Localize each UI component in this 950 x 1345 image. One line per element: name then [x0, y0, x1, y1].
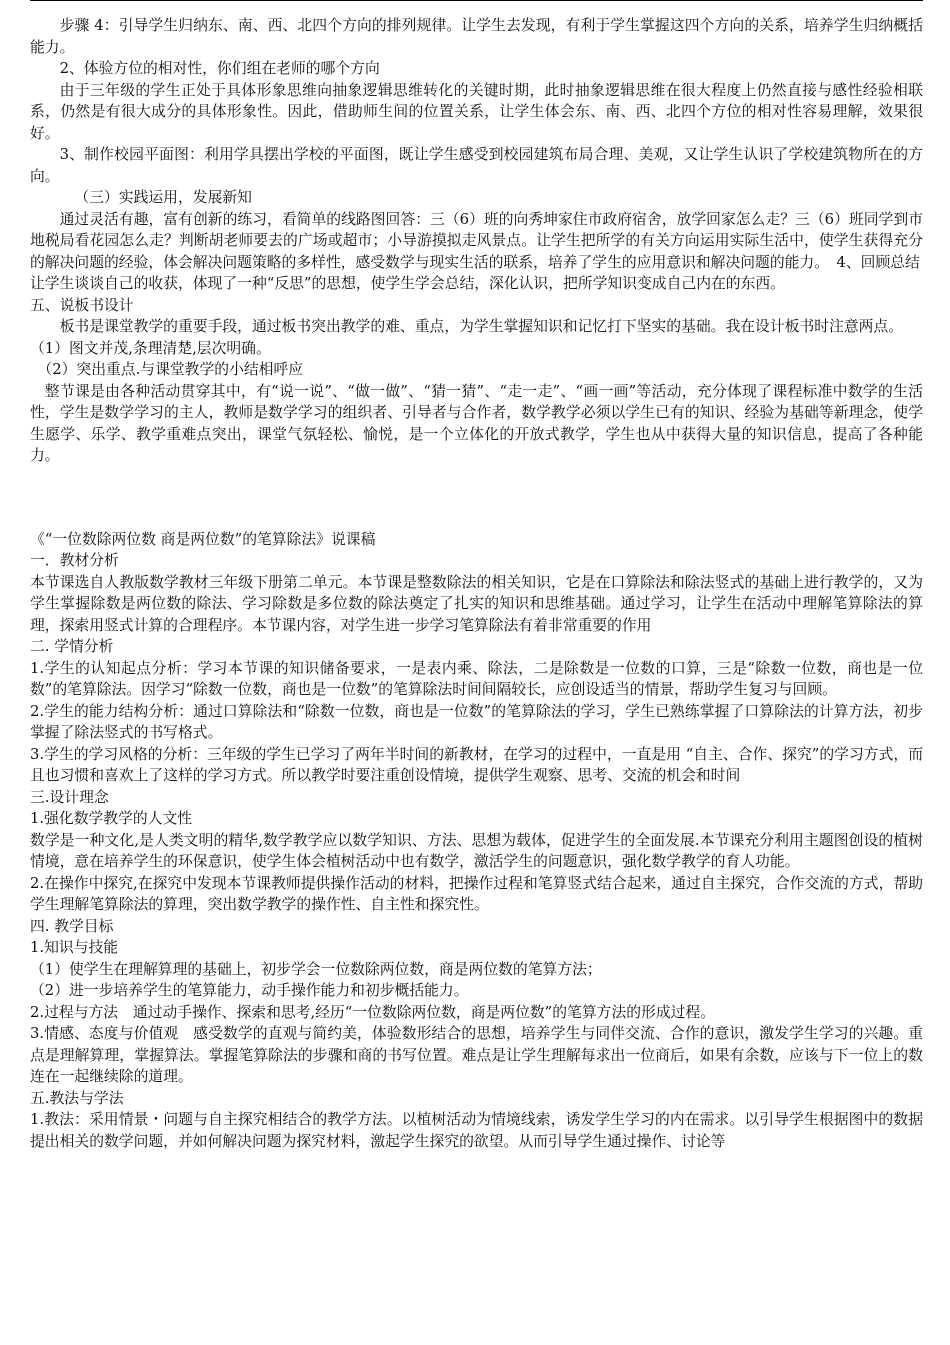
subheading: 1.知识与技能	[30, 939, 119, 956]
paragraph: 数学是一种文化,是人类文明的精华,数学教学应以数学知识、方法、思想为载体，促进学生的全面发展.本节课充分利用主题图创设的植树情境，意在培养学生的环保意识，使学生体会植树活动中也有数学，激活学生的问题意识，强化数学教学的育人功能。	[30, 831, 923, 870]
list-item: （1）使学生在理解算理的基础上，初步学会一位数除两位数，商是两位数的笔算方法；	[30, 960, 602, 978]
section-heading: 五、说板书设计	[30, 296, 134, 314]
document-title: 《“一位数除两位数 商是两位数”的笔算除法》说课稿	[30, 530, 376, 548]
paragraph: 步骤 4：引导学生归纳东、南、西、北四个方向的排列规律。让学生去发现，有利于学生掌握这四个方向的关系，培养学生归纳概括能力。	[30, 17, 923, 56]
paragraph: 2.在操作中探究,在探究中发现本节课教师提供操作活动的材料，把操作过程和笔算竖式结合起来，通过自主探究，合作交流的方式，帮助学生理解笔算除法的算理，突出数学教学的操作性、自主性和探究性。	[30, 874, 923, 913]
document-page	[30, 0, 923, 1345]
paragraph: 3.学生的学习风格的分析：三年级的学生已学习了两年半时间的新教材，在学习的过程中，一直是用 “自主、合作、探究”的学习方式，而且也习惯和喜欢上了这样的学习方式。所以教学时要注重创设情境，提供学生观察、思考、交流的机会和时间	[30, 745, 923, 784]
list-item: （2）进一步培养学生的笔算能力，动手操作能力和初步概括能力。	[30, 982, 469, 999]
paragraph: 2.学生的能力结构分析：通过口算除法和“除数一位数，商也是一位数”的笔算除法的学习，学生已熟练掌握了口算除法的计算方法，初步掌握了除法竖式的书写格式。	[30, 702, 923, 741]
paragraph: 3、制作校园平面图：利用学具摆出学校的平面图，既让学生感受到校园建筑布局合理、美观，又让学生认识了学校建筑物所在的方向。	[30, 146, 923, 185]
paragraph: 2.过程与方法 通过动手操作、探索和思考,经历“一位数除两位数，商是两位数”的笔算方法的形成过程。	[30, 1003, 716, 1021]
list-item: （2）突出重点.与课堂教学的小结相呼应	[37, 361, 304, 378]
paragraph: 让学生谈谈自己的收获，体现了一种“反思”的思想，使学生学会总结，深化认识，把所学知识变成自己内在的东西。	[30, 275, 785, 292]
subheading: 1.强化数学教学的人文性	[30, 810, 193, 827]
paragraph: 1.教法：采用情景・问题与自主探究相结合的教学方法。以植树活动为情境线索，诱发学生学习的内在需求。以引导学生根据图中的数据提出相关的数学问题，并如何解决问题为探究材料，激起学生探究的欲望。从而引导学生通过操作、讨论等	[30, 1111, 923, 1150]
paragraph: 通过灵活有趣，富有创新的练习，看简单的线路图回答：三（6）班的向秀坤家住市政府宿舍，放学回家怎么走？三（6）班同学到市地税局看花园怎么走？判断胡老师要去的广场或超市；小导游摸拟走风景点。让学生把所学的有关方向运用实际生活中，使学生获得充分的解决问题的经验，体会解决问题策略的多样性，感受数学与现实生活的联系，培养了学生的应用意识和解决问题的能力。 4、回顾总结	[30, 210, 923, 271]
section-heading: 四. 教学目标	[30, 917, 114, 935]
paragraph: 2、体验方位的相对性，你们组在老师的哪个方向	[59, 60, 380, 77]
paragraph: 板书是课堂教学的重要手段，通过板书突出教学的难、重点，为学生掌握知识和记忆打下坚实的基础。我在设计板书时注意两点。	[59, 318, 904, 335]
section-heading: （三）实践运用，发展新知	[74, 189, 252, 206]
paragraph: 1.学生的认知起点分析：学习本节课的知识储备要求，一是表内乘、除法，二是除数是一位数的口算，三是“除数一位数，商也是一位数”的笔算除法。因学习“除数一位数，商也是一位数”的笔算除法时间间隔较长，应创设适当的情景，帮助学生复习与回顾。	[30, 659, 923, 698]
paragraph: 3.情感、态度与价值观 感受数学的直观与简约美，体验数形结合的思想，培养学生与同伴交流、合作的意识，激发学生学习的兴趣。重点是理解算理，掌握算法。掌握笔算除法的步骤和商的书写位置。难点是让学生理解每求出一位商后，如果有余数，应该与下一位上的数连在一起继续除的道理。	[30, 1025, 923, 1085]
paragraph: 整节课是由各种活动贯穿其中，有“说一说”、“做一做”、“猜一猜”、“走一走”、“画一画”等活动，充分体现了课程标准中数学的生活性，学生是数学学习的主人，教师是数学学习的组织者、引导者与合作者，数学教学必须以学生已有的知识、经验为基础等新理念，使学生愿学、乐学、教学重难点突出，课堂气氛轻松、愉悦，是一个立体化的开放式教学，学生也从中获得大量的知识信息，提高了各种能力。	[30, 382, 923, 464]
section-heading: 五.教法与学法	[30, 1089, 124, 1107]
section-heading: 二. 学情分析	[30, 638, 114, 655]
section-heading: 一．教材分析	[30, 552, 119, 569]
list-item: （1）图文并茂,条理清楚,层次明确。	[30, 339, 271, 357]
paragraph: 本节课选自人教版数学教材三年级下册第二单元。本节课是整数除法的相关知识，它是在口算除法和除法竖式的基础上进行教学的，又为学生掌握除数是两位数的除法、学习除数是多位数的除法奠定了扎实的知识和思维基础。通过学习，让学生在活动中理解笔算除法的算理，探索用竖式计算的合理程序。本节课内容，对学生进一步学习笔算除法有着非常重要的作用	[30, 573, 923, 634]
paragraph: 由于三年级的学生正处于具体形象思维向抽象逻辑思维转化的关键时期，此时抽象逻辑思维在很大程度上仍然直接与感性经验相联系，仍然是有很大成分的具体形象性。因此，借助师生间的位置关系，让学生体会东、南、西、北四个方位的相对性容易理解，效果很好。	[30, 81, 923, 142]
section-heading: 三.设计理念	[30, 788, 109, 806]
